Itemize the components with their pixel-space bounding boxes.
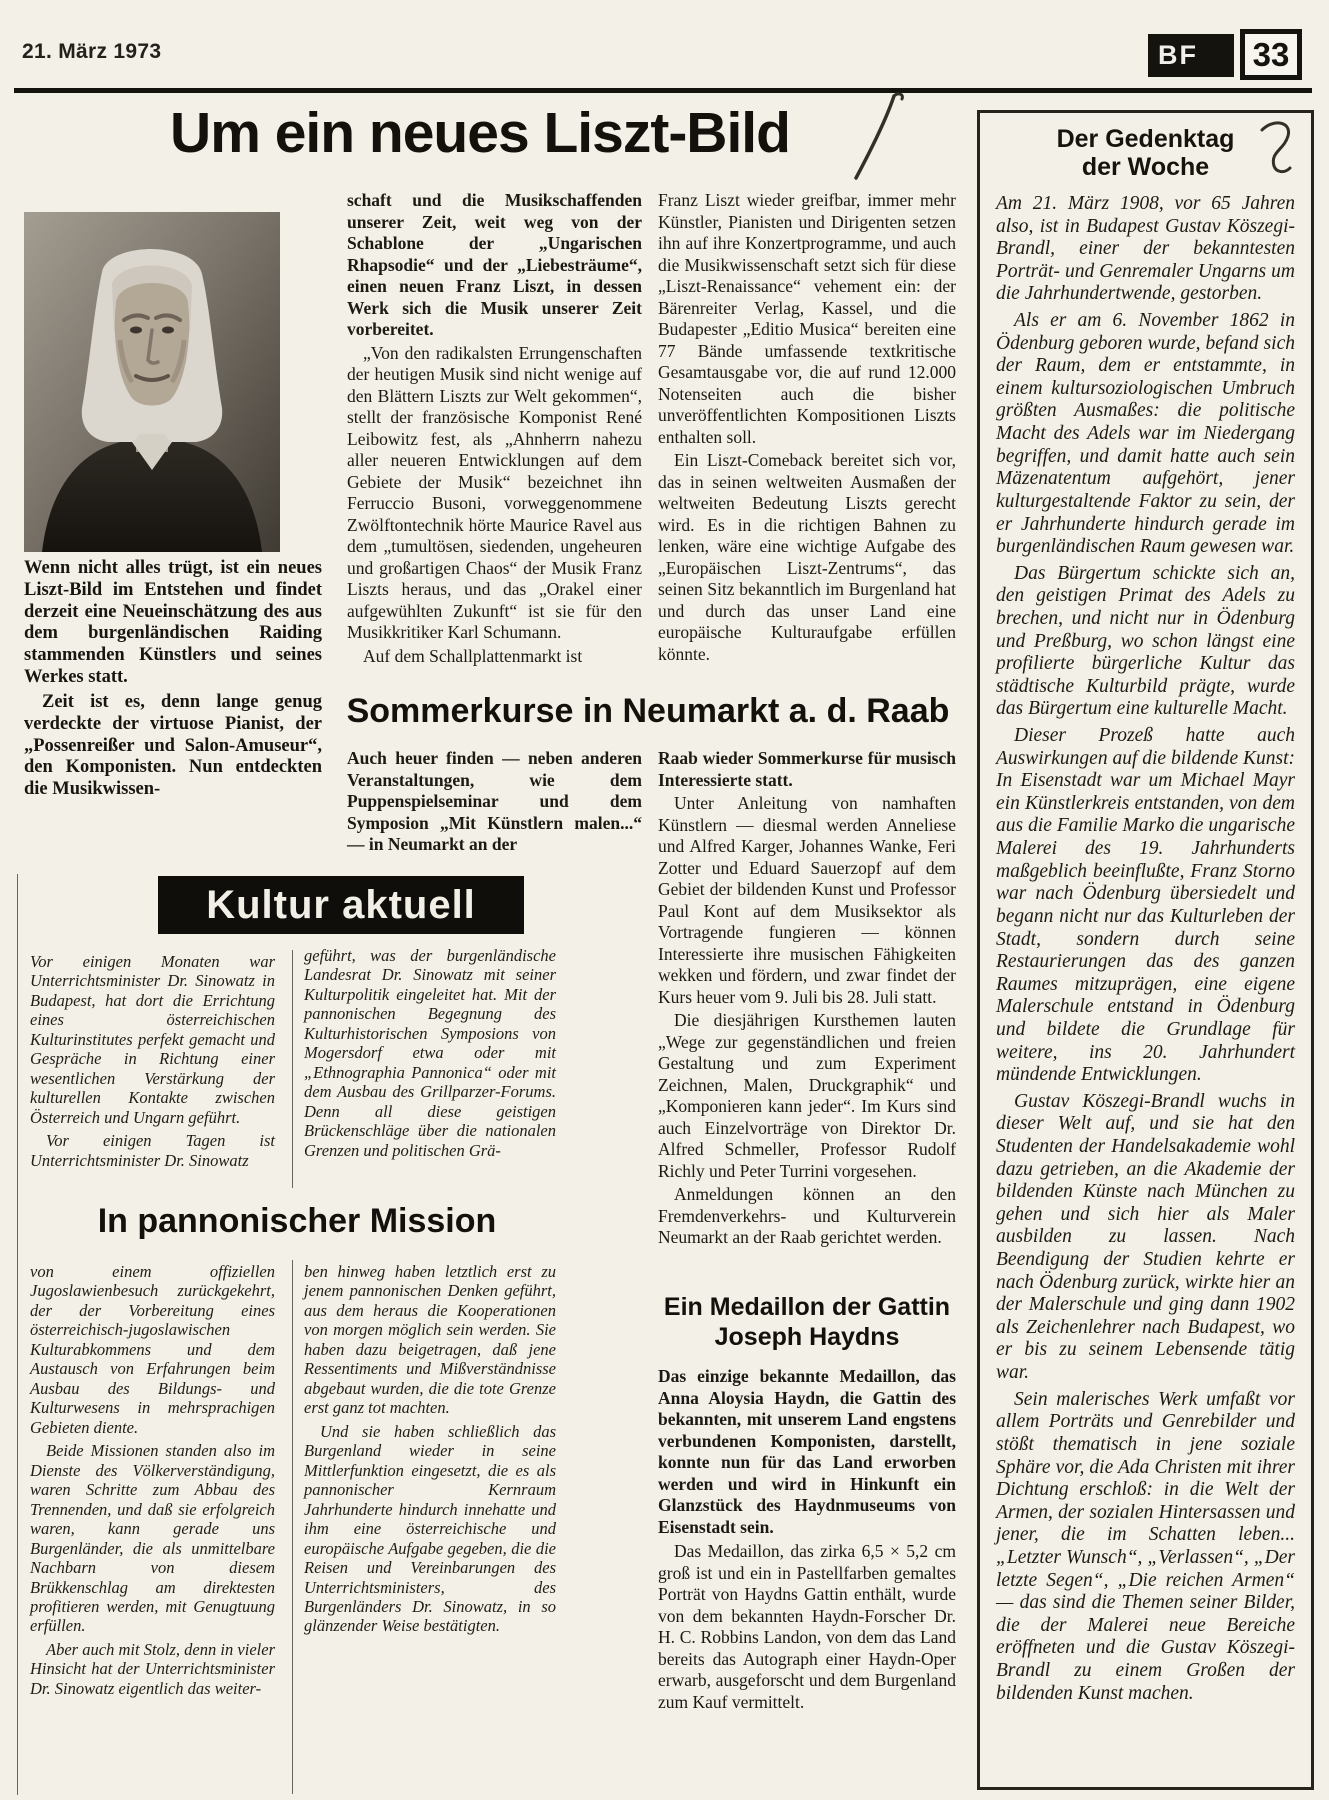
liszt-article-column-3 [658, 190, 956, 665]
liszt-article-column-2 [347, 190, 642, 667]
page-number: 33 [1240, 29, 1302, 80]
gedenktag-box [977, 110, 1314, 1790]
mission-column-rule [292, 1260, 293, 1794]
liszt-portrait-photo [24, 212, 280, 552]
kultur-aktuell-column-left [30, 952, 275, 1170]
gedenktag-paragraph: Als er am 6. November 1862 in Ödenburg geboren wurde, befand sich der Raum, dem er entstammte, in einem kultursoziologischen Umbruch größten Ausmaßes: die politische Macht des Adels war im Niedergang begriffen, und damit hatte auch sein Mäzenatentum aufgehört, jener kulturgestaltende Faktor zu sein, der er Jahrhunderte hindurch gerade im burgenländischen Raum gewesen war. [996, 310, 1295, 558]
article-paragraph: Anmeldungen können an den Fremdenverkehrs- und Kulturverein Neumarkt an der Raab gerichtet werden. [658, 1184, 956, 1248]
article-paragraph: Das Medaillon, das zirka 6,5 × 5,2 cm groß ist und ein in Pastellfarben gemaltes Porträt von Haydns Gattin enthält, wurde von dem bekannten Haydn-Forscher Dr. H. C. Robbins Landon, von dem das Land bereits das Autograph einer Haydn-Oper erwarb, ausgeforscht und dem Burgenland zum Kauf vermittelt. [658, 1541, 956, 1712]
editorial-paragraph: geführt, was der burgenländische Landesrat Dr. Sinowatz mit seiner Kulturpolitik eingeleitet hat. Mit der pannonischen Begegnung des Kulturhistorischen Symposions von Mogersdorf etwa oder mit „Ethnographia Pannonica“ oder mit dem Ausbau des Grillparzer-Forums. Denn all diese geistigen Brückenschläge über die nationalen Grenzen und politischen Grä- [304, 946, 556, 1160]
left-column-rule [17, 874, 18, 1795]
kultur-aktuell-column-right [304, 946, 556, 1160]
gedenktag-paragraph: Gustav Köszegi-Brandl wuchs in dieser Welt auf, und sie hat den Studenten der Handelsakademie wohl dazu getrieben, an die Akademie der bildenden Künste nach München zu gehen und sich hier als Maler ausbilden zu lassen. Nach Beendigung der Studien kehrte er nach Ödenburg zurück, wirkte hier an der Malerschule und ging dann 1902 als Zeichenlehrer nach Budapest, wo er bis zu seinem Lebensende tätig war. [996, 1090, 1295, 1384]
gedenktag-title-line1: Der Gedenktag [1056, 125, 1235, 153]
editorial-paragraph: Vor einigen Monaten war Unterrichtsminister Dr. Sinowatz in Budapest, hat dort die Errichtung eines österreichischen Kulturinstitutes perfekt gemacht und Gespräche in Richtung einer wesentlichen Verstärkung der kulturellen Kontakte zwischen Österreich und Ungarn geführt. [30, 952, 275, 1127]
main-headline: Um ein neues Liszt-Bild [170, 101, 790, 165]
article-paragraph: Unter Anleitung von namhaften Künstlern — diesmal werden Anneliese und Alfred Karger, Johannes Wanke, Feri Zotter und Eduard Sauerzopf auf dem Gebiet der bildenden Kunst und Professor Paul Kont auf dem Musiksektor als Vortragende fungieren — können Interessierte ihre musischen Fähigkeiten wekken und fördern, und zwar findet der Kurs heuer vom 9. Juli bis 28. Juli statt. [658, 793, 956, 1007]
editorial-paragraph: Aber auch mit Stolz, denn in vieler Hinsicht hat der Unterrichtsminister Dr. Sinowatz eigentlich das weiter- [30, 1639, 275, 1698]
article-lead-paragraph: Raab wieder Sommerkurse für musisch Interessierte statt. [658, 748, 956, 790]
kultur-aktuell-banner-label: Kultur aktuell [206, 882, 476, 927]
article-paragraph: „Von den radikalsten Errungenschaften der heutigen Musik sind nicht wenige auf den Blättern Liszts zur Welt gekommen“, stellt der französische Komponist René Leibowitz fest, als „Ahnherrn nahezu aller neueren Entwicklungen auf dem Gebiete der Musik“ bezeichnet ihn Ferruccio Busoni, vorweggenommene Zwölftontechnik hörte Maurice Ravel aus dem „tumultösen, siedenden, ungeheuren und großartigen Chaos“ der Musik Franz Liszts heraus, und das „Orakel einer aufgewühlten Zukunft“ ist sie für den Musikkritiker Karl Schumann. [347, 342, 642, 643]
article-lead-paragraph: Auch heuer finden — neben anderen Veranstaltungen, wie dem Puppenspielseminar und dem Symposion „Mit Künstlern malen...“ — in Neumarkt an der [347, 748, 642, 855]
article-lead-paragraph: schaft und die Musikschaffenden unserer Zeit, weit weg von der Schablone der „Ungarischen Rhapsodie“ und der „Liebesträume“, einen neuen Franz Liszt, in dessen Werk sich die Musik unserer Zeit vorbereitet. [347, 190, 642, 340]
gedenktag-title [996, 125, 1295, 181]
gedenktag-paragraph: Am 21. März 1908, vor 65 Jahren also, ist in Budapest Gustav Köszegi-Brandl, einer der bekanntesten Porträt- und Genremaler Ungarns um die Jahrhundertwende, gestorben. [996, 193, 1295, 305]
article-paragraph: Die diesjährigen Kursthemen lauten „Wege zur gegenständlichen und freien Gestaltung und zum Experiment Zeichnen, Malen, Druckgraphik“ und „Komponieren kann jeder“. Im Kurs sind auch Einzelvorträge von Direktor Dr. Alfred Schmeller, Professor Rudolf Richly und Peter Turrini vorgesehen. [658, 1010, 956, 1181]
article-lead-paragraph: Das einzige bekannte Medaillon, das Anna Aloysia Haydn, die Gattin des bekannten, mit unserem Land engstens verbundenen Komponisten, darstellt, konnte nun für das Land erworben werden und wird in Hinkunft ein Glanzstück des Haydnmuseums von Eisenstadt sein. [658, 1366, 956, 1537]
article-paragraph: Franz Liszt wieder greifbar, immer mehr Künstler, Pianisten und Dirigenten setzen ihn auf ihre Konzertprogramme, und auch die Musikwissenschaft setzt sich für diese „Liszt-Renaissance“ vehement ein: der Bärenreiter Verlag, Kassel, und die Budapester „Editio Musica“ bereiten eine 77 Bände umfassende textkritische Gesamtausgabe vor, die auf rund 12.000 Notenseiten auch die bisher unveröffentlichten Kompositionen Liszts enthalten soll. [658, 190, 956, 447]
portrait-illustration [24, 212, 280, 552]
gedenktag-title-line2: der Woche [1081, 153, 1210, 181]
medaillon-headline-line2: Joseph Haydns [714, 1323, 900, 1351]
sommerkurse-column-right [658, 748, 956, 1249]
editorial-paragraph: Und sie haben schließlich das Burgenland wieder in seine Mittlerfunktion eingesetzt, die es als pannonischer Kernraum Jahrhunderte hindurch innehatte und ihm eine österreichische und europäische Aufgabe gegeben, die die Reisen und Vereinbarungen des Unterrichtsministers, des Burgenländers Dr. Sinowatz, in so glänzender Weise bestätigten. [304, 1421, 556, 1636]
article-paragraph: Ein Liszt-Comeback bereitet sich vor, das in seinen weltweiten Ausmaßen der weltweiten Bedeutung Liszts gerecht wird. Es in die richtigen Bahnen zu lenken, wäre eine wichtige Aufgabe des „Europäischen Liszt-Zentrums“, das seinen Sitz bekanntlich im Burgenland hat und durch das unser Land eine europäische Kulturaufgabe erfüllen könnte. [658, 450, 956, 664]
editorial-paragraph: von einem offiziellen Jugoslawienbesuch zurückgekehrt, der der Vorbereitung eines österreichisch-jugoslawischen Kulturabkommens und dem Austausch von Erfahrungen beim Ausbau des Bildungs- und Kulturwesens in mehrsprachigen Gebieten diente. [30, 1262, 275, 1437]
caption-paragraph: Wenn nicht alles trügt, ist ein neues Liszt-Bild im Entstehen und findet derzeit eine Neueinschätzung des aus dem burgenländischen Raiding stammenden Künstlers und seines Werkes statt. [24, 558, 322, 688]
photo-caption [24, 558, 322, 801]
sommerkurse-headline: Sommerkurse in Neumarkt a. d. Raab [346, 692, 950, 730]
editorial-paragraph: ben hinweg haben letztlich erst zu jenem pannonischen Denken geführt, aus dem heraus die Kooperationen von morgen möglich sein werden. Sie haben dazu beigetragen, daß jene Ressentiments und Mißverständnisse abgebaut wurden, die die tote Grenze erst ganz tot machten. [304, 1262, 556, 1418]
gedenktag-paragraph: Das Bürgertum schickte sich an, den geistigen Primat des Adels zu brechen, und nicht nur in Ödenburg und Preßburg, wo schon längst eine profilierte bürgerliche Kultur das städtische Kulturbild prägte, wurde das Bürgertum eine kulturelle Macht. [996, 562, 1295, 720]
gedenktag-paragraph: Sein malerisches Werk umfaßt vor allem Porträts und Genrebilder und stößt thematisch in jene soziale Sphäre vor, die Ada Christen mit ihrer Dichtung erschloß: in die Welt der Armen, der sozialen Hintersassen und jener, die im Schatten leben... „Letzter Wunsch“, „Verlassen“, „Der letzte Segen“, „Die reichen Armen“ — das sind die Themen seiner Bilder, die der Malerei neue Bereiche eröffneten und die Gustav Köszegi-Brandl zu einem Großen der bildenden Kunst machen. [996, 1388, 1295, 1704]
kultur-aktuell-banner [158, 876, 524, 934]
sommerkurse-column-left [347, 748, 642, 856]
gedenktag-paragraph: Dieser Prozeß hatte auch Auswirkungen auf die bildende Kunst: In Eisenstadt war um Michael Mayr ein Künstlerkreis entstanden, von dem aus die Familie Marko die ungarische Malerei des 19. Jahrhunderts maßgeblich beeinflußte, Franz Storno war nach Ödenburg übersiedelt und begann nicht nur das Kulturleben der Stadt, sondern durch seine Restaurierungen das des ganzen Raumes mitzuprägen, eine eigene Malerschule entstand in Ödenburg und bildete die Grundlage für weitere, ins 20. Jahrhundert mündende Entwicklungen. [996, 725, 1295, 1086]
medaillon-headline-line1: Ein Medaillon der Gattin [663, 1293, 951, 1321]
mission-column-right [304, 1262, 556, 1636]
medaillon-headline [658, 1292, 956, 1352]
kultur-aktuell-column-rule [292, 950, 293, 1188]
caption-paragraph: Zeit ist es, denn lange genug verdeckte der virtuose Pianist, der „Possenreißer und Salon-Amuseur“, den Komponisten. Nun entdeckten die Musikwissen- [24, 691, 322, 800]
masthead-logo: BF [1148, 34, 1234, 77]
issue-date: 21. März 1973 [22, 40, 162, 63]
editorial-paragraph: Vor einigen Tagen ist Unterrichtsminister Dr. Sinowatz [30, 1131, 275, 1170]
article-paragraph: Auf dem Schallplattenmarkt ist [363, 645, 583, 666]
mission-headline: In pannonischer Mission [97, 1202, 497, 1240]
mission-column-left [30, 1262, 275, 1698]
editorial-paragraph: Beide Missionen standen also im Dienste des Völkerverständigung, waren Schritte zum Abbau des Trennenden, und daß sie erfolgreich waren, kann gerade uns Burgenländer, die als unmittelbare Nachbarn von diesem Brükkenschlag am direktesten profitieren werden, mit Genugtuung erfüllen. [30, 1441, 275, 1636]
medaillon-article [658, 1292, 956, 1713]
header-rule [14, 88, 1312, 93]
